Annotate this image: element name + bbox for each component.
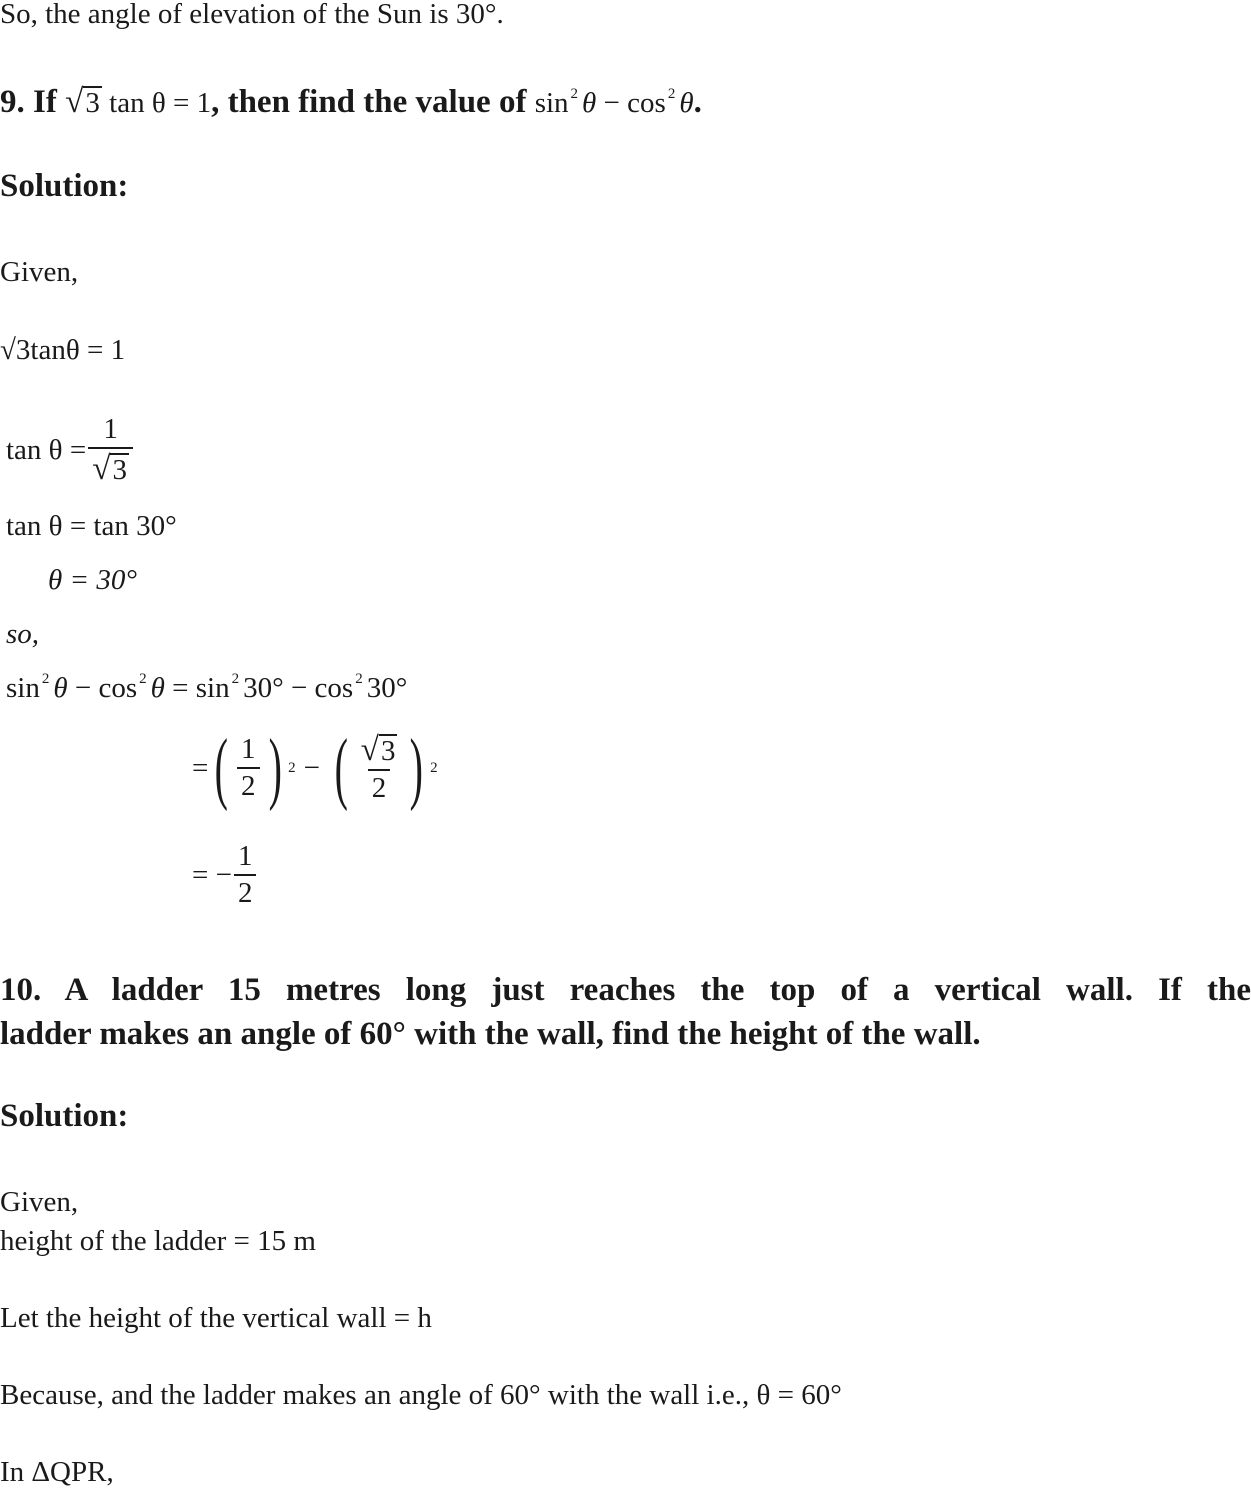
equation-line: √3tanθ = 1 — [0, 334, 126, 366]
target-expression: sin $^2$ θ − cos $^2$ θ — [534, 86, 694, 119]
equation-step-3: θ = 30° — [48, 564, 137, 596]
angle-statement: Because, and the ladder makes an angle of 60° with the wall i.e., θ = 60° — [0, 1379, 842, 1411]
question-10-line-1: 10. A ladder 15 metres long just reaches the top of a vertical wall. If the — [0, 972, 1251, 1008]
solution-heading: Solution: — [0, 1098, 129, 1134]
equation-step-1: tan θ = 1 √ 3 — [6, 415, 135, 485]
equation-step-5: = ( $\frac{1}{2}$ ) 2 − ( √ 3 2 ) 2 — [192, 724, 438, 812]
equation-step-4: sin $^2$ θ − cos $^2$ θ = sin $^2$ 30° − cos $^2$ 30° — [6, 671, 408, 704]
given-ladder-height: height of the ladder = 15 m — [0, 1225, 316, 1257]
fraction: 1 √ 3 — [88, 415, 133, 485]
question-9: 9. If √ 3 tan θ = 1 , then find the value of sin $^2$ θ − cos $^2$ θ . — [0, 83, 702, 120]
given-label: Given, — [0, 256, 79, 288]
question-10-line-2: ladder makes an angle of 60° with the wall, find the height of the wall. — [0, 1016, 981, 1052]
solution-heading: Solution: — [0, 168, 129, 204]
triangle-label: In ΔQPR, — [0, 1456, 114, 1488]
question-prefix: If — [33, 84, 57, 120]
equation-step-2: tan θ = tan 30° — [6, 510, 177, 542]
equation-step-6: = − $\frac{1}{2}$ — [192, 842, 258, 908]
question-number: 9. — [0, 84, 25, 120]
previous-conclusion: So, the angle of elevation of the Sun is 30°. — [0, 0, 504, 30]
condition-expression: √ 3 tan θ = 1 — [65, 83, 212, 120]
let-wall-height: Let the height of the vertical wall = h — [0, 1302, 432, 1334]
sqrt-symbol: √ 3 — [65, 83, 100, 120]
so-label: so, — [6, 618, 40, 650]
given-label: Given, — [0, 1186, 79, 1218]
